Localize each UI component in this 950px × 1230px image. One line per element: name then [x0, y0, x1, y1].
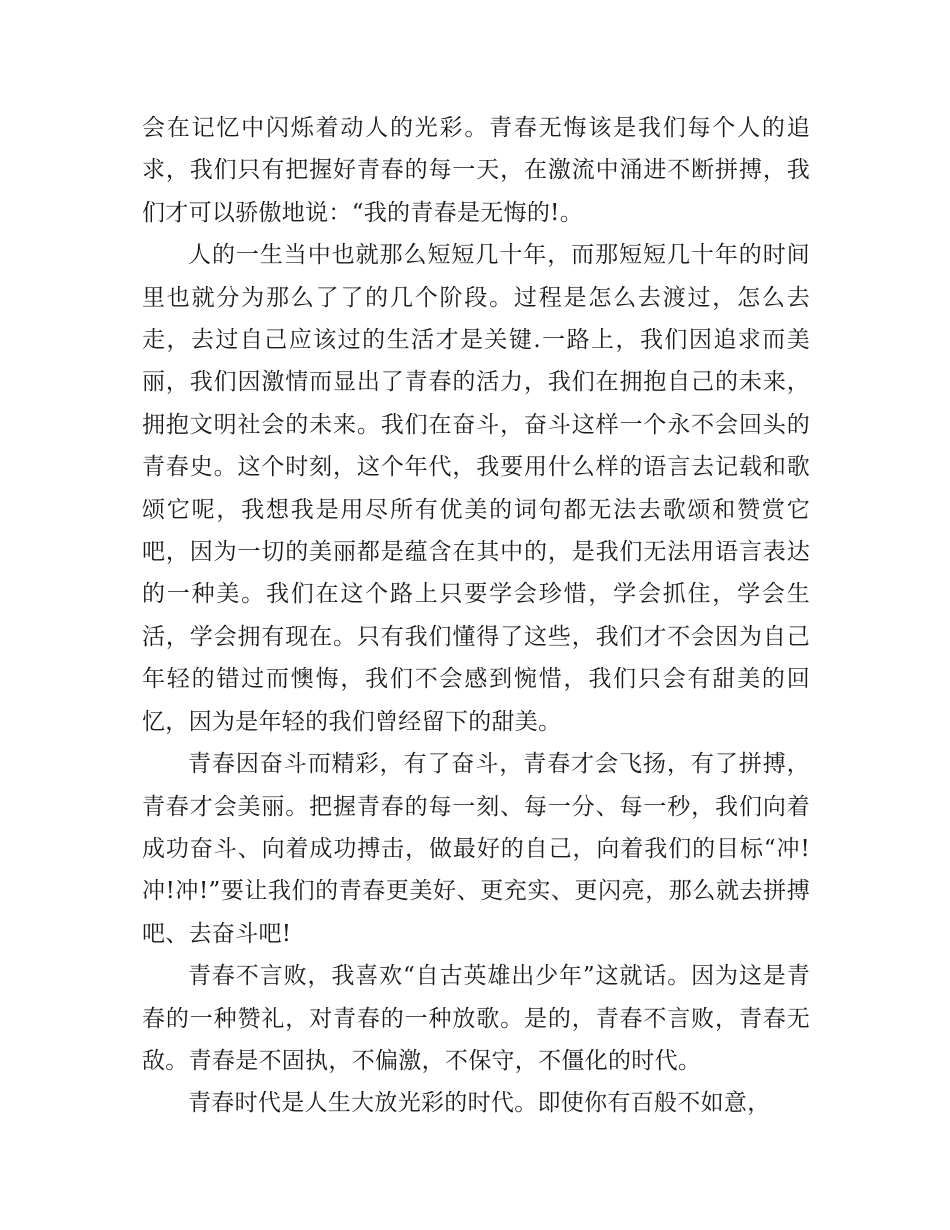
paragraph-2: 人的一生当中也就那么短短几十年，而那短短几十年的时间里也就分为那么了了的几个阶段。过程是怎么去渡过，怎么去走，去过自己应该过的生活才是关键.一路上，我们因追求而美丽，我们因激情而显出了青春的活力，我们在拥抱自己的未来，拥抱文明社会的未来。我们在奋斗，奋斗这样一个永不会回头的青春史。这个时刻，这个年代，我要用什么样的语言去记载和歌颂它呢，我想我是用尽所有优美的词句都无法去歌颂和赞赏它吧，因为一切的美丽都是蕴含在其中的，是我们无法用语言表达的一种美。我们在这个路上只要学会珍惜，学会抓住，学会生活，学会拥有现在。只有我们懂得了这些，我们才不会因为自己年轻的错过而懊悔，我们不会感到惋惜，我们只会有甜美的回忆，因为是年轻的我们曾经留下的甜美。 [142, 242, 810, 735]
paragraph-4: 青春不言败，我喜欢“自古英雄出少年”这就话。因为这是青春的一种赞礼，对青春的一种放歌。是的，青春不言败，青春无敌。青春是不固执，不偏激，不保守，不僵化的时代。 [142, 963, 810, 1074]
paragraph-5: 青春时代是人生大放光彩的时代。即使你有百般不如意， [188, 1090, 771, 1117]
document-body [142, 107, 810, 1125]
paragraph-1: 会在记忆中闪烁着动人的光彩。青春无悔该是我们每个人的追求，我们只有把握好青春的每一天，在激流中涌进不断拼搏，我们才可以骄傲地说：“我的青春是无悔的!。 [142, 115, 810, 226]
paragraph-3: 青春因奋斗而精彩，有了奋斗，青春才会飞扬，有了拼搏，青春才会美丽。把握青春的每一刻、每一分、每一秒，我们向着成功奋斗、向着成功搏击，做最好的自己，向着我们的目标“冲!冲!冲!”要让我们的青春更美好、更充实、更闪亮，那么就去拼搏吧、去奋斗吧! [142, 751, 810, 947]
